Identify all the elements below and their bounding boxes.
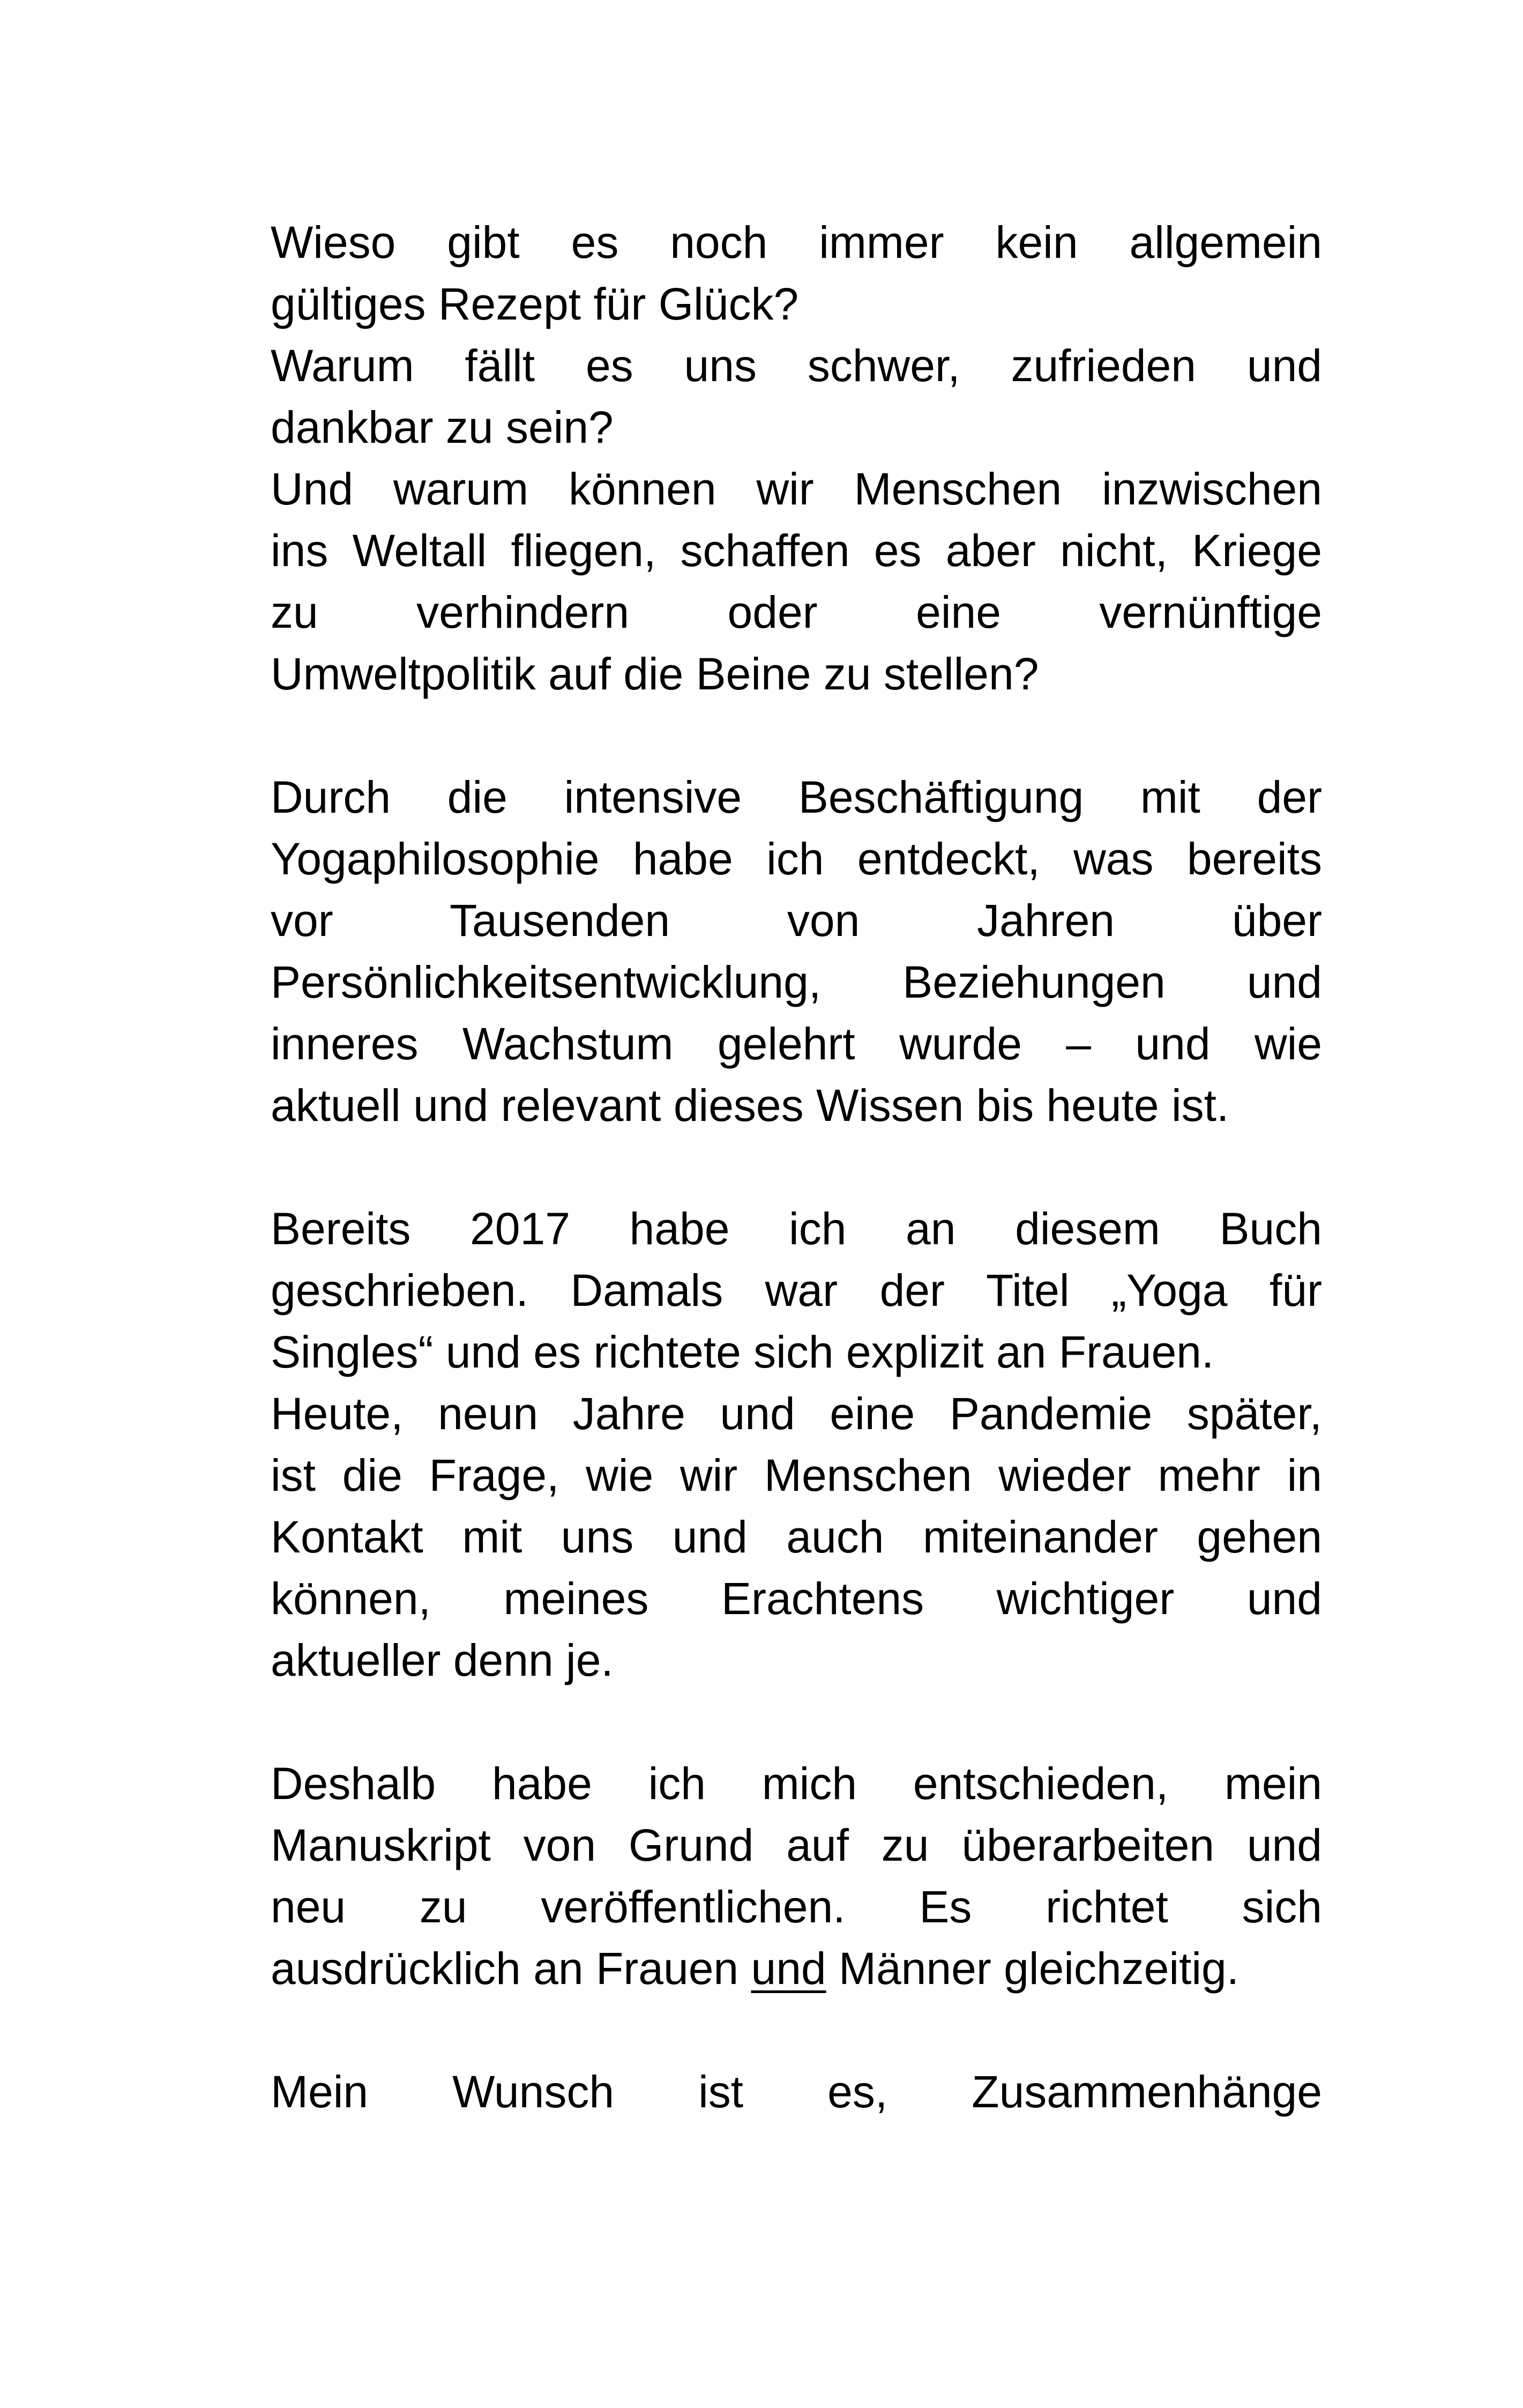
text-run: zu verhindern oder eine vernünftige	[271, 587, 1322, 637]
text-line	[271, 1630, 1322, 1691]
text-run: gültiges Rezept für Glück?	[271, 279, 799, 329]
text-run: Heute, neun Jahre und eine Pandemie später,	[271, 1388, 1322, 1439]
text-line	[271, 1321, 1322, 1383]
text-run: neu zu veröffentlichen. Es richtet sich	[271, 1882, 1322, 1932]
text-line	[271, 1260, 1322, 1321]
text-run: ins Weltall fliegen, schaffen es aber nicht, Kriege	[271, 525, 1322, 576]
text-run: Deshalb habe ich mich entschieden, mein	[271, 1758, 1322, 1809]
text-run: ausdrücklich an Frauen	[271, 1943, 751, 1994]
text-run: Bereits 2017 habe ich an diesem Buch	[271, 1203, 1322, 1254]
text-line	[271, 643, 1322, 705]
text-run: Warum fällt es uns schwer, zufrieden und	[271, 340, 1322, 391]
text-run: Persönlichkeitsentwicklung, Beziehungen und	[271, 957, 1322, 1007]
text-run: aktueller denn je.	[271, 1635, 614, 1685]
text-line	[271, 335, 1322, 397]
text-run: Durch die intensive Beschäftigung mit der	[271, 772, 1322, 822]
text-line	[271, 1383, 1322, 1445]
text-line	[271, 1568, 1322, 1630]
text-line	[271, 1506, 1322, 1568]
text-line	[271, 1938, 1322, 2000]
paragraph	[271, 212, 1322, 705]
text-run: geschrieben. Damals war der Titel „Yoga für	[271, 1265, 1322, 1316]
text-line	[271, 1445, 1322, 1506]
text-line	[271, 1753, 1322, 1815]
text-line	[271, 1198, 1322, 1260]
text-line	[271, 828, 1322, 890]
text-line	[271, 1815, 1322, 1876]
paragraph-gap	[271, 705, 1322, 767]
paragraph-gap	[271, 1136, 1322, 1198]
paragraph	[271, 1753, 1322, 2000]
paragraph-gap	[271, 1691, 1322, 1753]
text-line	[271, 2061, 1322, 2123]
text-run: Männer gleichzeitig.	[826, 1943, 1240, 1994]
body-text	[271, 212, 1322, 2123]
text-line	[271, 582, 1322, 643]
text-run: Yogaphilosophie habe ich entdeckt, was bereits	[271, 834, 1322, 884]
text-line	[271, 520, 1322, 582]
text-run: ist die Frage, wie wir Menschen wieder mehr in	[271, 1450, 1322, 1500]
text-line	[271, 397, 1322, 458]
text-line	[271, 1075, 1322, 1136]
text-line	[271, 890, 1322, 952]
text-line	[271, 952, 1322, 1013]
text-line	[271, 767, 1322, 828]
text-run: aktuell und relevant dieses Wissen bis heute ist.	[271, 1080, 1229, 1131]
text-run: Mein Wunsch ist es, Zusammenhänge	[271, 2067, 1322, 2117]
text-run: inneres Wachstum gelehrt wurde – und wie	[271, 1019, 1322, 1069]
paragraph	[271, 2061, 1322, 2123]
text-run: Wieso gibt es noch immer kein allgemein	[271, 217, 1322, 267]
text-line	[271, 458, 1322, 520]
text-run: vor Tausenden von Jahren über	[271, 895, 1322, 946]
text-run: Kontakt mit uns und auch miteinander gehen	[271, 1512, 1322, 1562]
underlined-word: und	[751, 1943, 826, 1994]
text-line	[271, 212, 1322, 273]
text-line	[271, 273, 1322, 335]
text-run: Manuskript von Grund auf zu überarbeiten und	[271, 1820, 1322, 1870]
text-run: Umweltpolitik auf die Beine zu stellen?	[271, 649, 1039, 699]
text-run: können, meines Erachtens wichtiger und	[271, 1573, 1322, 1624]
text-run: dankbar zu sein?	[271, 402, 614, 452]
text-run: Singles“ und es richtete sich explizit an Frauen.	[271, 1327, 1214, 1377]
text-run: Und warum können wir Menschen inzwischen	[271, 464, 1322, 514]
paragraph	[271, 767, 1322, 1136]
text-line	[271, 1876, 1322, 1938]
text-line	[271, 1013, 1322, 1075]
paragraph	[271, 1198, 1322, 1691]
paragraph-gap	[271, 2000, 1322, 2061]
